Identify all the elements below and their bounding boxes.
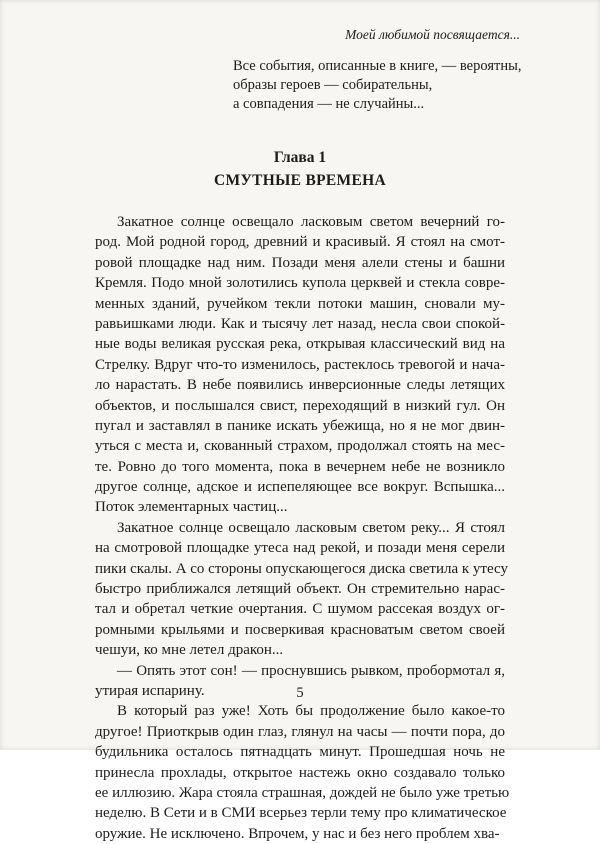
text-line: равьишками люди. Как и тысячу лет назад, несла свои спокой- <box>95 315 505 332</box>
text-line: ее иллюзию. Жара стояла страшная, дождей не было уже третью <box>95 784 510 801</box>
paragraph <box>95 518 508 661</box>
text-line: быстро приближался летящий объект. Он стремительно нарас- <box>95 581 505 598</box>
page-number: 5 <box>296 685 304 701</box>
paragraph <box>95 701 510 844</box>
text-line: Стрелку. Вдруг что-то изменилось, растеклось тревогой и нача- <box>95 356 505 373</box>
epigraph-line: образы героев — собирательны, <box>233 77 433 93</box>
text-line: другое! Приоткрыв один глаз, глянул на часы — почти пора, до <box>95 723 505 740</box>
text-line: ромными крыльями и посверкивая красноватым светом своей <box>95 621 505 638</box>
epigraph-line: Все события, описанные в книге, — вероятны, <box>233 58 522 74</box>
text-line: на смотровой площадке утеса над рекой, и позади меня серели <box>95 540 505 557</box>
text-line: те. Ровно до того момента, пока в вечернем небе не возникло <box>95 458 505 475</box>
chapter-body <box>95 212 510 844</box>
text-line: объектов, и послышался свист, переходящий в низкий гул. Он <box>95 397 505 414</box>
epigraph <box>233 57 521 114</box>
text-line: оружие. Не исключено. Впрочем, у нас и без него проблем хва- <box>95 825 500 842</box>
text-line: чешуи, ко мне летел дракон... <box>95 642 284 659</box>
chapter-number: Глава 1 <box>273 149 327 166</box>
text-line: Закатное солнце освещало ласковым светом реку... Я стоял <box>117 519 505 536</box>
text-line: будильника осталось пятнадцать минут. Прошедшая ночь не <box>95 744 505 761</box>
text-line: другое солнце, адское и испепеляющее все вокруг. Вспышка... <box>95 479 505 496</box>
text-line: В который раз уже! Хоть бы продолжение было какое-то <box>117 703 505 720</box>
text-line: уться с места и, скованный страхом, продолжал стоять на мес- <box>95 438 505 455</box>
text-line: неделю. В Сети и в СМИ всерьез терли тему про климатическое <box>95 805 507 822</box>
text-line: ные воды великая русская река, открывая классический вид на <box>95 336 505 353</box>
text-line: пугал и заставлял в панике искать убежища, но я не мог двин- <box>95 417 505 434</box>
text-line: Кремля. Подо мной золотились купола церквей и стекла совре- <box>95 275 505 292</box>
text-line: Закатное солнце освещало ласковым светом вечерний го- <box>117 214 505 230</box>
text-line: тал и обретал четкие очертания. С шумом рассекая воздух ог- <box>95 601 505 618</box>
chapter-title: СМУТНЫЕ ВРЕМЕНА <box>214 172 386 189</box>
text-line: род. Мой родной город, древний и красивый. Я стоял на смот- <box>95 234 505 251</box>
text-line: — Опять этот сон! — проснувшись рывком, пробормотал я, <box>117 662 505 679</box>
text-line: менных зданий, ручейком текли потоки машин, сновали му- <box>95 295 505 312</box>
text-line: принесла прохлады, открытое настежь окно создавало только <box>95 764 505 781</box>
text-line: утирая испарину. <box>95 682 205 699</box>
text-line: ло нарастать. В небе появились инверсионные следы летящих <box>95 377 505 394</box>
text-line: пики скалы. А со стороны опускающегося диска светила к утесу <box>95 560 508 577</box>
text-line: ровой площадке над ним. Позади меня алели стены и башни <box>95 254 505 271</box>
dedication: Моей любимой посвящается... <box>345 27 520 42</box>
text-line: Поток элементарных частиц... <box>95 499 288 516</box>
epigraph-line: а совпадения — не случайны... <box>233 96 425 112</box>
paragraph <box>95 212 505 518</box>
